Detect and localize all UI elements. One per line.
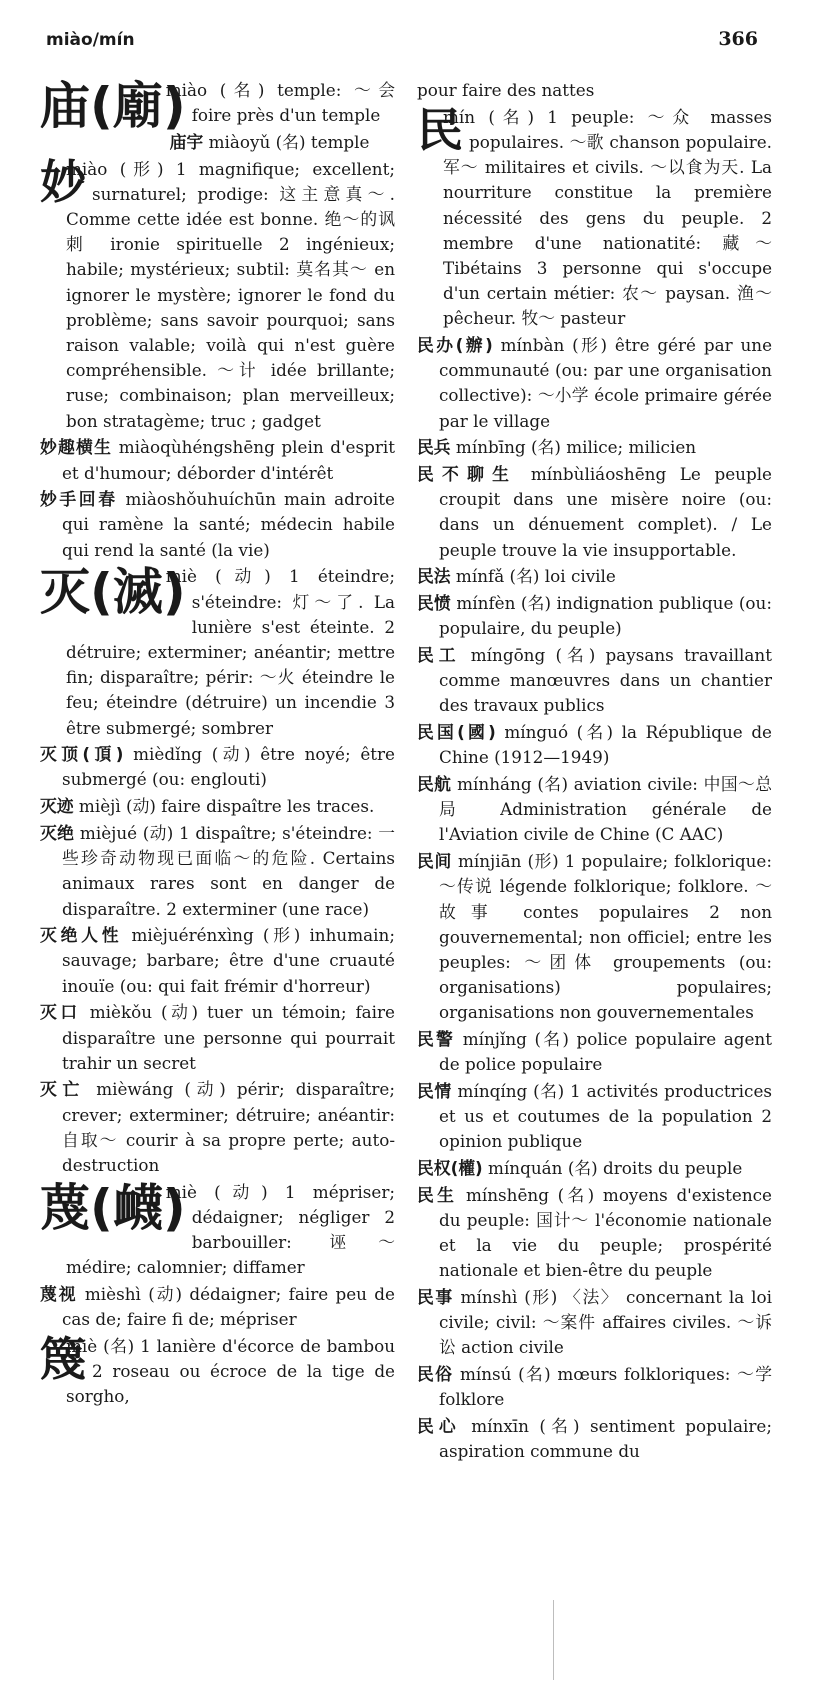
headword: 灭绝人性 [40, 925, 123, 946]
entry-definition: miè (名) 1 lanière d'écorce de bambou 2 roseau ou écroce de la tige de sorgho, [66, 1335, 395, 1407]
dictionary-entry [40, 923, 395, 999]
entry-definition: mínbīng (名) milice; milicien [455, 437, 697, 458]
entry-definition: mièjì (动) faire dispaître les traces. [78, 796, 375, 817]
dictionary-entry [417, 1027, 772, 1077]
entry-definition: mínjiān (形) 1 populaire; folklorique: ～传说 légende folklorique; folklore. ～故事 contes populaires 2 non gouvernemental; non officiel; entre les peuples: ～团体 groupements (ou: organisations) populaires; organisations non gouvernementales [439, 851, 772, 1023]
entry-definition: mièkǒu (动) tuer un témoin; faire disparaître une personne qui pourrait trahir un secret [62, 1002, 395, 1073]
entry-definition: mínshì (形) 〈法〉 concernant la loi civile; civil: ～案件 affaires civiles. ～诉讼 action civile [439, 1287, 772, 1358]
headword: 灭绝 [40, 822, 75, 843]
entry-definition: mínquán (名) droits du peuple [488, 1158, 743, 1179]
headword: 民不聊生 [417, 464, 518, 485]
headword: 蔑视 [40, 1284, 78, 1305]
dictionary-entry [417, 564, 772, 589]
dictionary-entry [40, 1077, 395, 1178]
left-column [40, 78, 395, 1411]
main-headword: 庙(廟) [40, 77, 186, 135]
main-headword: 妙 [40, 154, 86, 209]
main-headword: 蔑(衊) [40, 1178, 186, 1237]
entry-definition: mínbàn (形) être géré par une communauté (ou: par une organisation collective): ～小学 école primaire gérée par le village [439, 335, 773, 431]
entry-definition: mín (名) 1 peuple: ～众 masses populaires. ～歌 chanson populaire. 军～ militaires et civils. ～以食为天. La nourriture constitue la première nécessité des gens du peuple. 2 membre d'une nationatité: 藏～ Tibétains 3 personne qui s'occupe d'un certain métier: 农～ paysan. 渔～ pêcheur. 牧～ pasteur [443, 106, 772, 329]
entry-definition: mièdǐng (动) être noyé; être submergé (ou: englouti) [62, 744, 395, 790]
headword: 妙手回春 [40, 489, 118, 510]
entry-definition: miàoqùhéngshēng plein d'esprit et d'humour; déborder d'intérêt [62, 437, 395, 483]
headword: 民愤 [417, 593, 451, 614]
page-number: 366 [718, 28, 758, 50]
dictionary-entry [40, 794, 395, 819]
headword: 庙宇 [169, 131, 204, 152]
entry-definition: mínguó (名) la République de Chine (1912—1949) [439, 722, 772, 768]
headword: 民兵 [417, 437, 451, 458]
dictionary-entry [417, 643, 772, 719]
dictionary-entry [40, 742, 395, 792]
headword: 民法 [417, 566, 451, 587]
entry-definition: mièjuérénxìng (形) inhumain; sauvage; barbare; être d'une cruauté inouïe (ou: qui fait frémir d'horreur) [62, 925, 395, 996]
main-headword: 篾 [40, 1331, 86, 1386]
entry-definition: miàoshǒuhuíchūn main adroite qui ramène la santé; médecin habile qui rend la santé (la vie) [62, 489, 395, 560]
entry-definition: mínháng (名) aviation civile: 中国～总局 Administration générale de l'Aviation civile de Chine (C AAC) [439, 773, 772, 845]
guide-words: miào/mín [46, 30, 135, 50]
dictionary-entry [40, 564, 395, 740]
dictionary-entry [417, 591, 772, 641]
entry-definition: miàoyǔ (名) temple [208, 131, 370, 152]
dictionary-entry [417, 102, 772, 332]
headword: 民航 [417, 773, 452, 794]
dictionary-entry [40, 154, 395, 434]
dictionary-entry [40, 1000, 395, 1076]
dictionary-entry [417, 720, 772, 770]
entry-definition: mínshēng (名) moyens d'existence du peuple: 国计～ l'économie nationale et la vie du peuple; prospérité nationale et bien-être du peuple [439, 1184, 772, 1281]
headword: 民国(國) [417, 722, 496, 743]
dictionary-entry [417, 1183, 772, 1284]
dictionary-entry [417, 333, 772, 434]
entry-definition: mínfèn (名) indignation publique (ou: populaire, du peuple) [439, 593, 772, 639]
entry-definition: pour faire des nattes [417, 80, 595, 100]
entry-definition: mínsú (名) mœurs folkloriques: ～学 folklore [439, 1364, 772, 1410]
dictionary-entry [417, 1414, 772, 1464]
dictionary-entry [417, 435, 772, 460]
headword: 民间 [417, 851, 452, 872]
headword: 民心 [417, 1416, 461, 1437]
headword: 民权(權) [417, 1158, 483, 1179]
entry-definition: miào (名) temple: ～会 foire près d'un temple [165, 80, 395, 126]
main-headword: 灭(滅) [40, 563, 186, 622]
entry-definition: miào (形) 1 magnifique; excellent; surnaturel; prodige: 这主意真～. Comme cette idée est bonne. 绝～的讽刺 ironie spirituelle 2 ingénieux; habile; mystérieux; subtil: 莫名其～ en ignorer le mystère; ignorer le fond du problème; sans savoir pourquoi; sans raison valable; voilà qui n'est guère compréhensible. ～计 idée brillante; ruse; combinaison; plan merveilleux; bon stratagème; truc ; gadget [66, 158, 395, 431]
entry-definition: mínfǎ (名) loi civile [455, 566, 616, 587]
page-fold-line [553, 1600, 554, 1680]
entry-definition: miè (动) 1 éteindre; s'éteindre: 灯～了. La lunière s'est éteinte. 2 détruire; exterminer; anéantir; mettre fin; disparaître; périr: ～火 éteindre le feu; éteindre (détruire) un incendie 3 être submergé; sombrer [66, 566, 395, 738]
headword: 灭顶(頂) [40, 744, 124, 765]
headword: 妙趣横生 [40, 437, 113, 458]
dictionary-entry [417, 1156, 772, 1181]
headword: 灭亡 [40, 1079, 86, 1100]
dictionary-entry [40, 1180, 395, 1281]
headword: 民俗 [417, 1364, 454, 1385]
headword: 灭迹 [40, 796, 74, 817]
right-column [417, 78, 772, 1466]
headword: 灭口 [40, 1002, 81, 1023]
dictionary-entry [40, 435, 395, 485]
dictionary-entry [417, 1079, 772, 1155]
dictionary-entry [40, 1282, 395, 1332]
dictionary-entry [417, 1285, 772, 1361]
dictionary-entry [40, 1331, 395, 1410]
entry-definition: mínjǐng (名) police populaire agent de police populaire [439, 1029, 772, 1075]
dictionary-entry [40, 821, 395, 922]
headword: 民事 [417, 1287, 454, 1308]
dictionary-entry [417, 462, 772, 563]
entry-definition: mínqíng (名) 1 activités productrices et us et coutumes de la population 2 opinion publique [439, 1080, 772, 1152]
dictionary-entry [417, 772, 772, 848]
entry-definition: mínxīn (名) sentiment populaire; aspiration commune du [439, 1416, 772, 1462]
entry-definition: miè (动) 1 mépriser; dédaigner; négliger 2 barbouiller: 诬～ médire; calomnier; diffamer [66, 1181, 395, 1278]
dictionary-entry [417, 849, 772, 1025]
entry-definition: mièwáng (动) périr; disparaître; crever; exterminer; détruire; anéantir: 自取～ courir à sa propre perte; auto-destruction [62, 1079, 395, 1176]
dictionary-entry [417, 1362, 772, 1412]
headword: 民情 [417, 1080, 452, 1101]
entry-definition: mièjué (动) 1 dispaître; s'éteindre: 一些珍奇动物现已面临～的危险. Certains animaux rares sont en danger de disparaître. 2 exterminer (une race) [62, 822, 395, 919]
headword: 民办(辦) [417, 335, 493, 356]
entry-definition: míngōng (名) paysans travaillant comme manœuvres dans un chantier des travaux publics [439, 644, 772, 716]
headword: 民警 [417, 1029, 456, 1050]
headword: 民工 [417, 644, 461, 665]
entry-definition: mièshì (动) dédaigner; faire peu de cas de; faire fi de; mépriser [62, 1284, 395, 1330]
dictionary-entry [417, 78, 772, 103]
dictionary-entry [40, 77, 395, 135]
dictionary-entry [40, 487, 395, 563]
headword: 民生 [417, 1184, 458, 1205]
main-headword: 民 [417, 102, 463, 157]
entry-definition: mínbùliáoshēng Le peuple croupit dans une misère noire (ou: dans un dénuement complet). / Le peuple trouve la vie insupportable. [439, 464, 772, 560]
